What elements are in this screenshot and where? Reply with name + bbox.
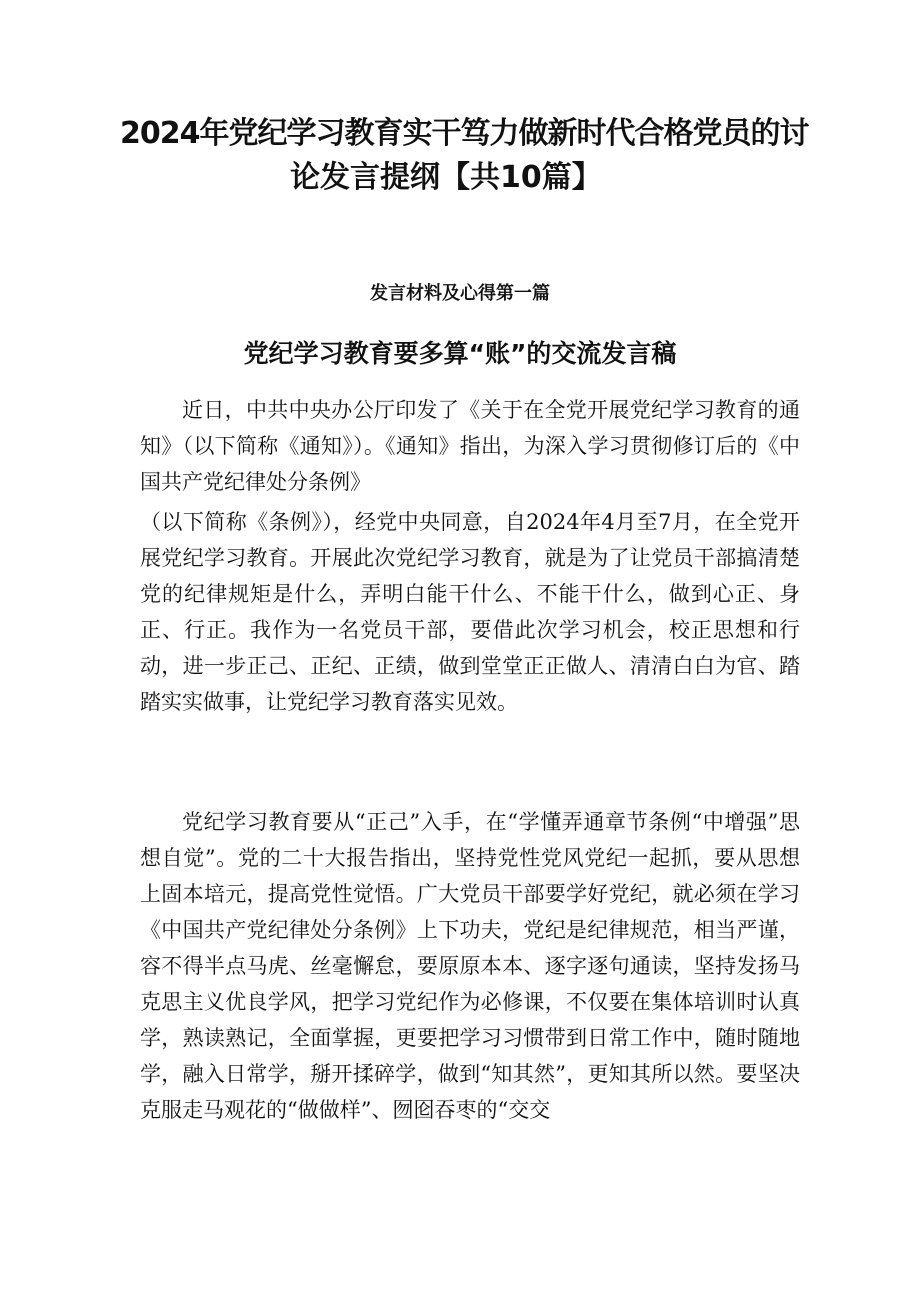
body-paragraph-2: （以下简称《条例》），经党中央同意，自2024年4月至7月，在全党开展党纪学习教育。开展此次党纪学习教育，就是为了让党员干部搞清楚党的纪律规矩是什么，弄明白能干什么、不能干什么，做到心正、身正、行正。我作为一名党员干部，要借此次学习机会，校正思想和行动，进一步正己、正纪、正绩，做到堂堂正正做人、清清白白为官、踏踏实实做事，让党纪学习教育落实见效。 [140, 510, 800, 714]
document-title-line-2: 论发言提纲【共10篇】 [290, 160, 602, 195]
body-paragraph-1: 近日，中共中央办公厅印发了《关于在全党开展党纪学习教育的通知》（以下简称《通知》）。《通知》指出，为深入学习贯彻修订后的《中国共产党纪律处分条例》 [140, 398, 800, 494]
document-title [120, 112, 820, 200]
document-title-line-1: 2024年党纪学习教育实干笃力做新时代合格党员的讨 [120, 116, 809, 151]
article-title: 党纪学习教育要多算“账”的交流发言稿 [243, 339, 677, 368]
section-label: 发言材料及心得第一篇 [370, 283, 550, 304]
body-paragraph-3: 党纪学习教育要从“正己”入手，在“学懂弄通章节条例“中增强”思想自觉”。党的二十大报告指出，坚持党性党风党纪一起抓，要从思想上固本培元，提高党性觉悟。广大党员干部要学好党纪，就必须在学习《中国共产党纪律处分条例》上下功夫，党纪是纪律规范，相当严谨，容不得半点马虎、丝毫懈怠，要原原本本、逐字逐句通读，坚持发扬马克思主义优良学风，把学习党纪作为必修课，不仅要在集体培训时认真学，熟读熟记，全面掌握，更要把学习习惯带到日常工作中，随时随地学，融入日常学，掰开揉碎学，做到“知其然”，更知其所以然。要坚决克服走马观花的“做做样”、囫囵吞枣的“交交 [140, 810, 800, 1122]
